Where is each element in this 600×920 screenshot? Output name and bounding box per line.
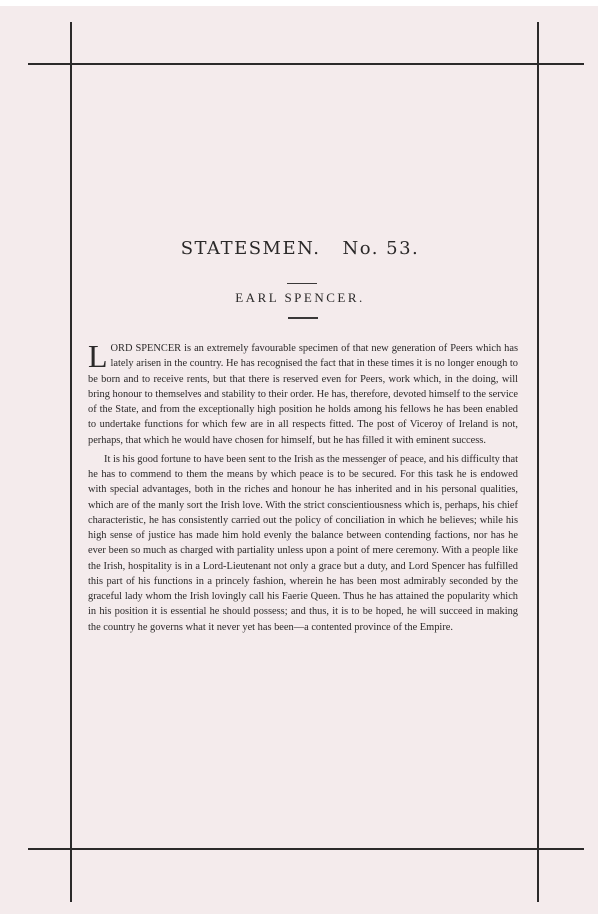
article-body xyxy=(88,338,518,635)
frame-top-rule xyxy=(28,63,584,65)
series-heading xyxy=(0,238,600,259)
paragraph-1 xyxy=(88,338,518,448)
paragraph-1-text: ORD SPENCER is an extremely favourable specimen of that new generation of Peers which has lately arisen in the country. He has recognised the fact that in these times it is no longer enough to be born and to receive rents, but that there is reserved even for Peers, work which, in the doing, will bring honour to themselves and stability to their order. He has, therefore, devoted himself to the service of the State, and from the exceptionally high position he holds among his fellows he has been enabled to undertake functions for which few are in all respects fitted. The post of Viceroy of Ireland is not, perhaps, that which he would have chosen for himself, but he has filled it with eminent success. xyxy=(88,343,518,446)
frame-bottom-rule xyxy=(28,848,584,850)
frame-right-rule xyxy=(537,22,539,902)
series-number: No. 53. xyxy=(342,238,420,259)
subtitle-rule xyxy=(288,317,318,319)
paragraph-2: It is his good fortune to have been sent to the Irish as the messenger of peace, and his difficulty that he has to commend to them the means by which peace is to be secured. For this task he is endowed with special advantages, both in the riches and honour he has inherited and in his personal qualities, which are of the manly sort the Irish love. With the strict conscientiousness which is, perhaps, his chief characteristic, he has consistently carried out the policy of conciliation in which he believes; while his high sense of justice has made him hold evenly the balance between contending factions, nor has he ever been so much as charged with partiality unless upon a point of mere ceremony. With a people like the Irish, hospitality is in a Lord-Lieutenant not only a grace but a duty, and Lord Spencer has fulfilled this part of his functions in a princely fashion, wherein he has been most admirably seconded by the graceful lady whom the Irish lovingly call his Faerie Queen. Thus he has attained the popularity which in his position it is essential he should possess; and thus, it is to be hoped, he will succeed in making the country he governs what it never yet has been—a contented province of the Empire. xyxy=(88,453,518,633)
drop-cap: L xyxy=(88,338,108,374)
frame-left-rule xyxy=(70,22,72,902)
series-title: STATESMEN. xyxy=(180,238,321,259)
heading-rule xyxy=(287,283,317,284)
article-subtitle: EARL SPENCER. xyxy=(235,290,365,305)
